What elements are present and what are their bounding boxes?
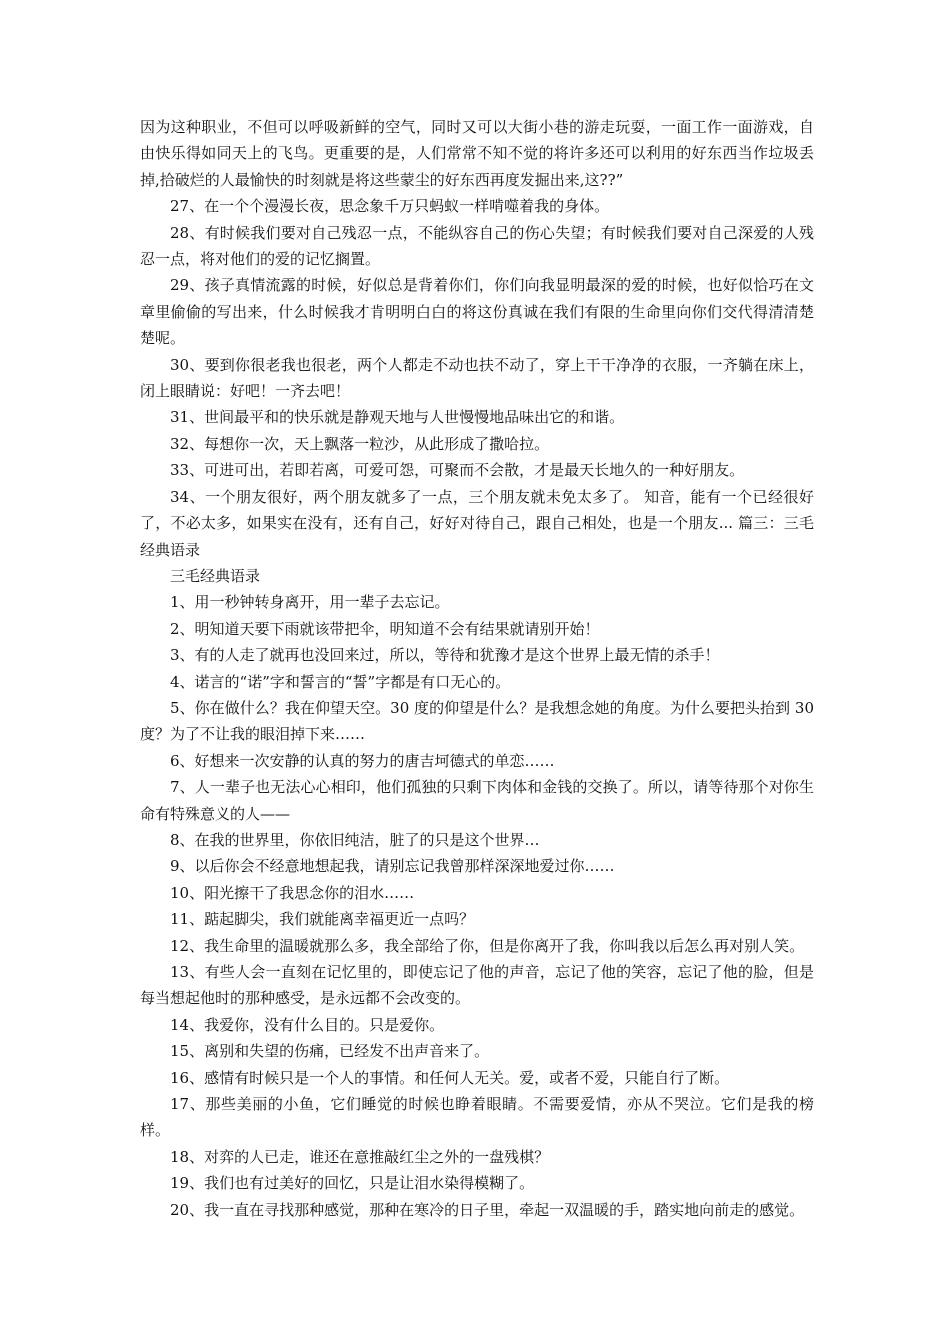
quote-6: 6、好想来一次安静的认真的努力的唐吉坷德式的单恋…… <box>170 751 555 770</box>
document-body <box>140 114 814 1223</box>
quote-8: 8、在我的世界里，你依旧纯洁，脏了的只是这个世界… <box>170 830 540 849</box>
quote-10: 10、阳光擦干了我思念你的泪水…… <box>170 883 415 902</box>
quote-12: 12、我生命里的温暖就那么多，我全部给了你，但是你离开了我，你叫我以后怎么再对别人笑。 <box>170 936 805 955</box>
quote-19: 19、我们也有过美好的回忆，只是让泪水染得模糊了。 <box>170 1174 535 1193</box>
paragraph-continuation: 因为这种职业，不但可以呼吸新鲜的空气，同时又可以大街小巷的游走玩耍，一面工作一面游戏，自由快乐得如同天上的飞鸟。更重要的是，人们常常不知不觉的将许多还可以利用的好东西当作垃圾丢掉,拾破烂的人最愉快的时刻就是将这些蒙尘的好东西再度发掘出来,这??” <box>140 118 814 189</box>
quote-7: 7、人一辈子也无法心心相印，他们孤独的只剩下肉体和金钱的交换了。所以，请等待那个对你生命有特殊意义的人—— <box>140 778 814 823</box>
quote-27: 27、在一个个漫漫长夜，思念象千万只蚂蚁一样啃噬着我的身体。 <box>170 197 610 216</box>
quote-9: 9、以后你会不经意地想起我，请别忘记我曾那样深深地爱过你…… <box>170 857 615 876</box>
quote-31: 31、世间最平和的快乐就是静观天地与人世慢慢地品味出它的和谐。 <box>170 408 625 427</box>
quote-14: 14、我爱你，没有什么目的。只是爱你。 <box>170 1015 445 1034</box>
quote-30: 30、要到你很老我也很老，两个人都走不动也扶不动了，穿上干干净净的衣服，一齐躺在床上，闭上眼睛说：好吧！一齐去吧！ <box>140 355 814 401</box>
quote-1: 1、用一秒钟转身离开，用一辈子去忘记。 <box>170 593 450 612</box>
quote-32: 32、每想你一次，天上飘落一粒沙，从此形成了撒哈拉。 <box>170 434 550 453</box>
quote-15: 15、离别和失望的伤痛，已经发不出声音来了。 <box>170 1042 490 1061</box>
quote-13: 13、有些人会一直刻在记忆里的，即使忘记了他的声音，忘记了他的笑容，忘记了他的脸，但是每当想起他时的那种感受，是永远都不会改变的。 <box>140 963 814 1008</box>
quote-17: 17、那些美丽的小鱼，它们睡觉的时候也睁着眼睛。不需要爱情，亦从不哭泣。它们是我的榜样。 <box>140 1095 814 1140</box>
quote-4: 4、诺言的“诺”字和誓言的“誓”字都是有口无心的。 <box>170 672 511 691</box>
quote-5: 5、你在做什么？我在仰望天空。30 度的仰望是什么？是我想念她的角度。为什么要把头抬到 30 度？为了不让我的眼泪掉下来…… <box>140 698 814 744</box>
quote-34: 34、一个朋友很好，两个朋友就多了一点，三个朋友就未免太多了。 知音，能有一个已经很好了，不必太多，如果实在没有，还有自己，好好对待自己，跟自己相处，也是一个朋友... 篇三：三毛经典语录 <box>140 487 814 559</box>
section-title: 三毛经典语录 <box>170 566 261 585</box>
quote-33: 33、可进可出，若即若离，可爱可怨，可聚而不会散，才是最天长地久的一种好朋友。 <box>170 461 745 480</box>
quote-3: 3、有的人走了就再也没回来过，所以，等待和犹豫才是这个世界上最无情的杀手！ <box>170 646 720 665</box>
quote-29: 29、孩子真情流露的时候，好似总是背着你们，你们向我显明最深的爱的时候，也好似恰巧在文章里偷偷的写出来，什么时候我才肯明明白白的将这份真诚在我们有限的生命里向你们交代得清清楚楚呢。 <box>140 276 814 348</box>
quote-20: 20、我一直在寻找那种感觉，那种在寒冷的日子里，牵起一双温暖的手，踏实地向前走的感觉。 <box>170 1200 805 1219</box>
quote-11: 11、踮起脚尖，我们就能离幸福更近一点吗？ <box>170 910 475 929</box>
quote-2: 2、明知道天要下雨就该带把伞，明知道不会有结果就请别开始！ <box>170 619 600 638</box>
quote-28: 28、有时候我们要对自己残忍一点，不能纵容自己的伤心失望；有时候我们要对自己深爱的人残忍一点，将对他们的爱的记忆搁置。 <box>140 223 814 269</box>
quote-18: 18、对弈的人已走，谁还在意推敲红尘之外的一盘残棋？ <box>170 1147 550 1166</box>
quote-16: 16、感情有时候只是一个人的事情。和任何人无关。爱，或者不爱，只能自行了断。 <box>170 1068 730 1087</box>
